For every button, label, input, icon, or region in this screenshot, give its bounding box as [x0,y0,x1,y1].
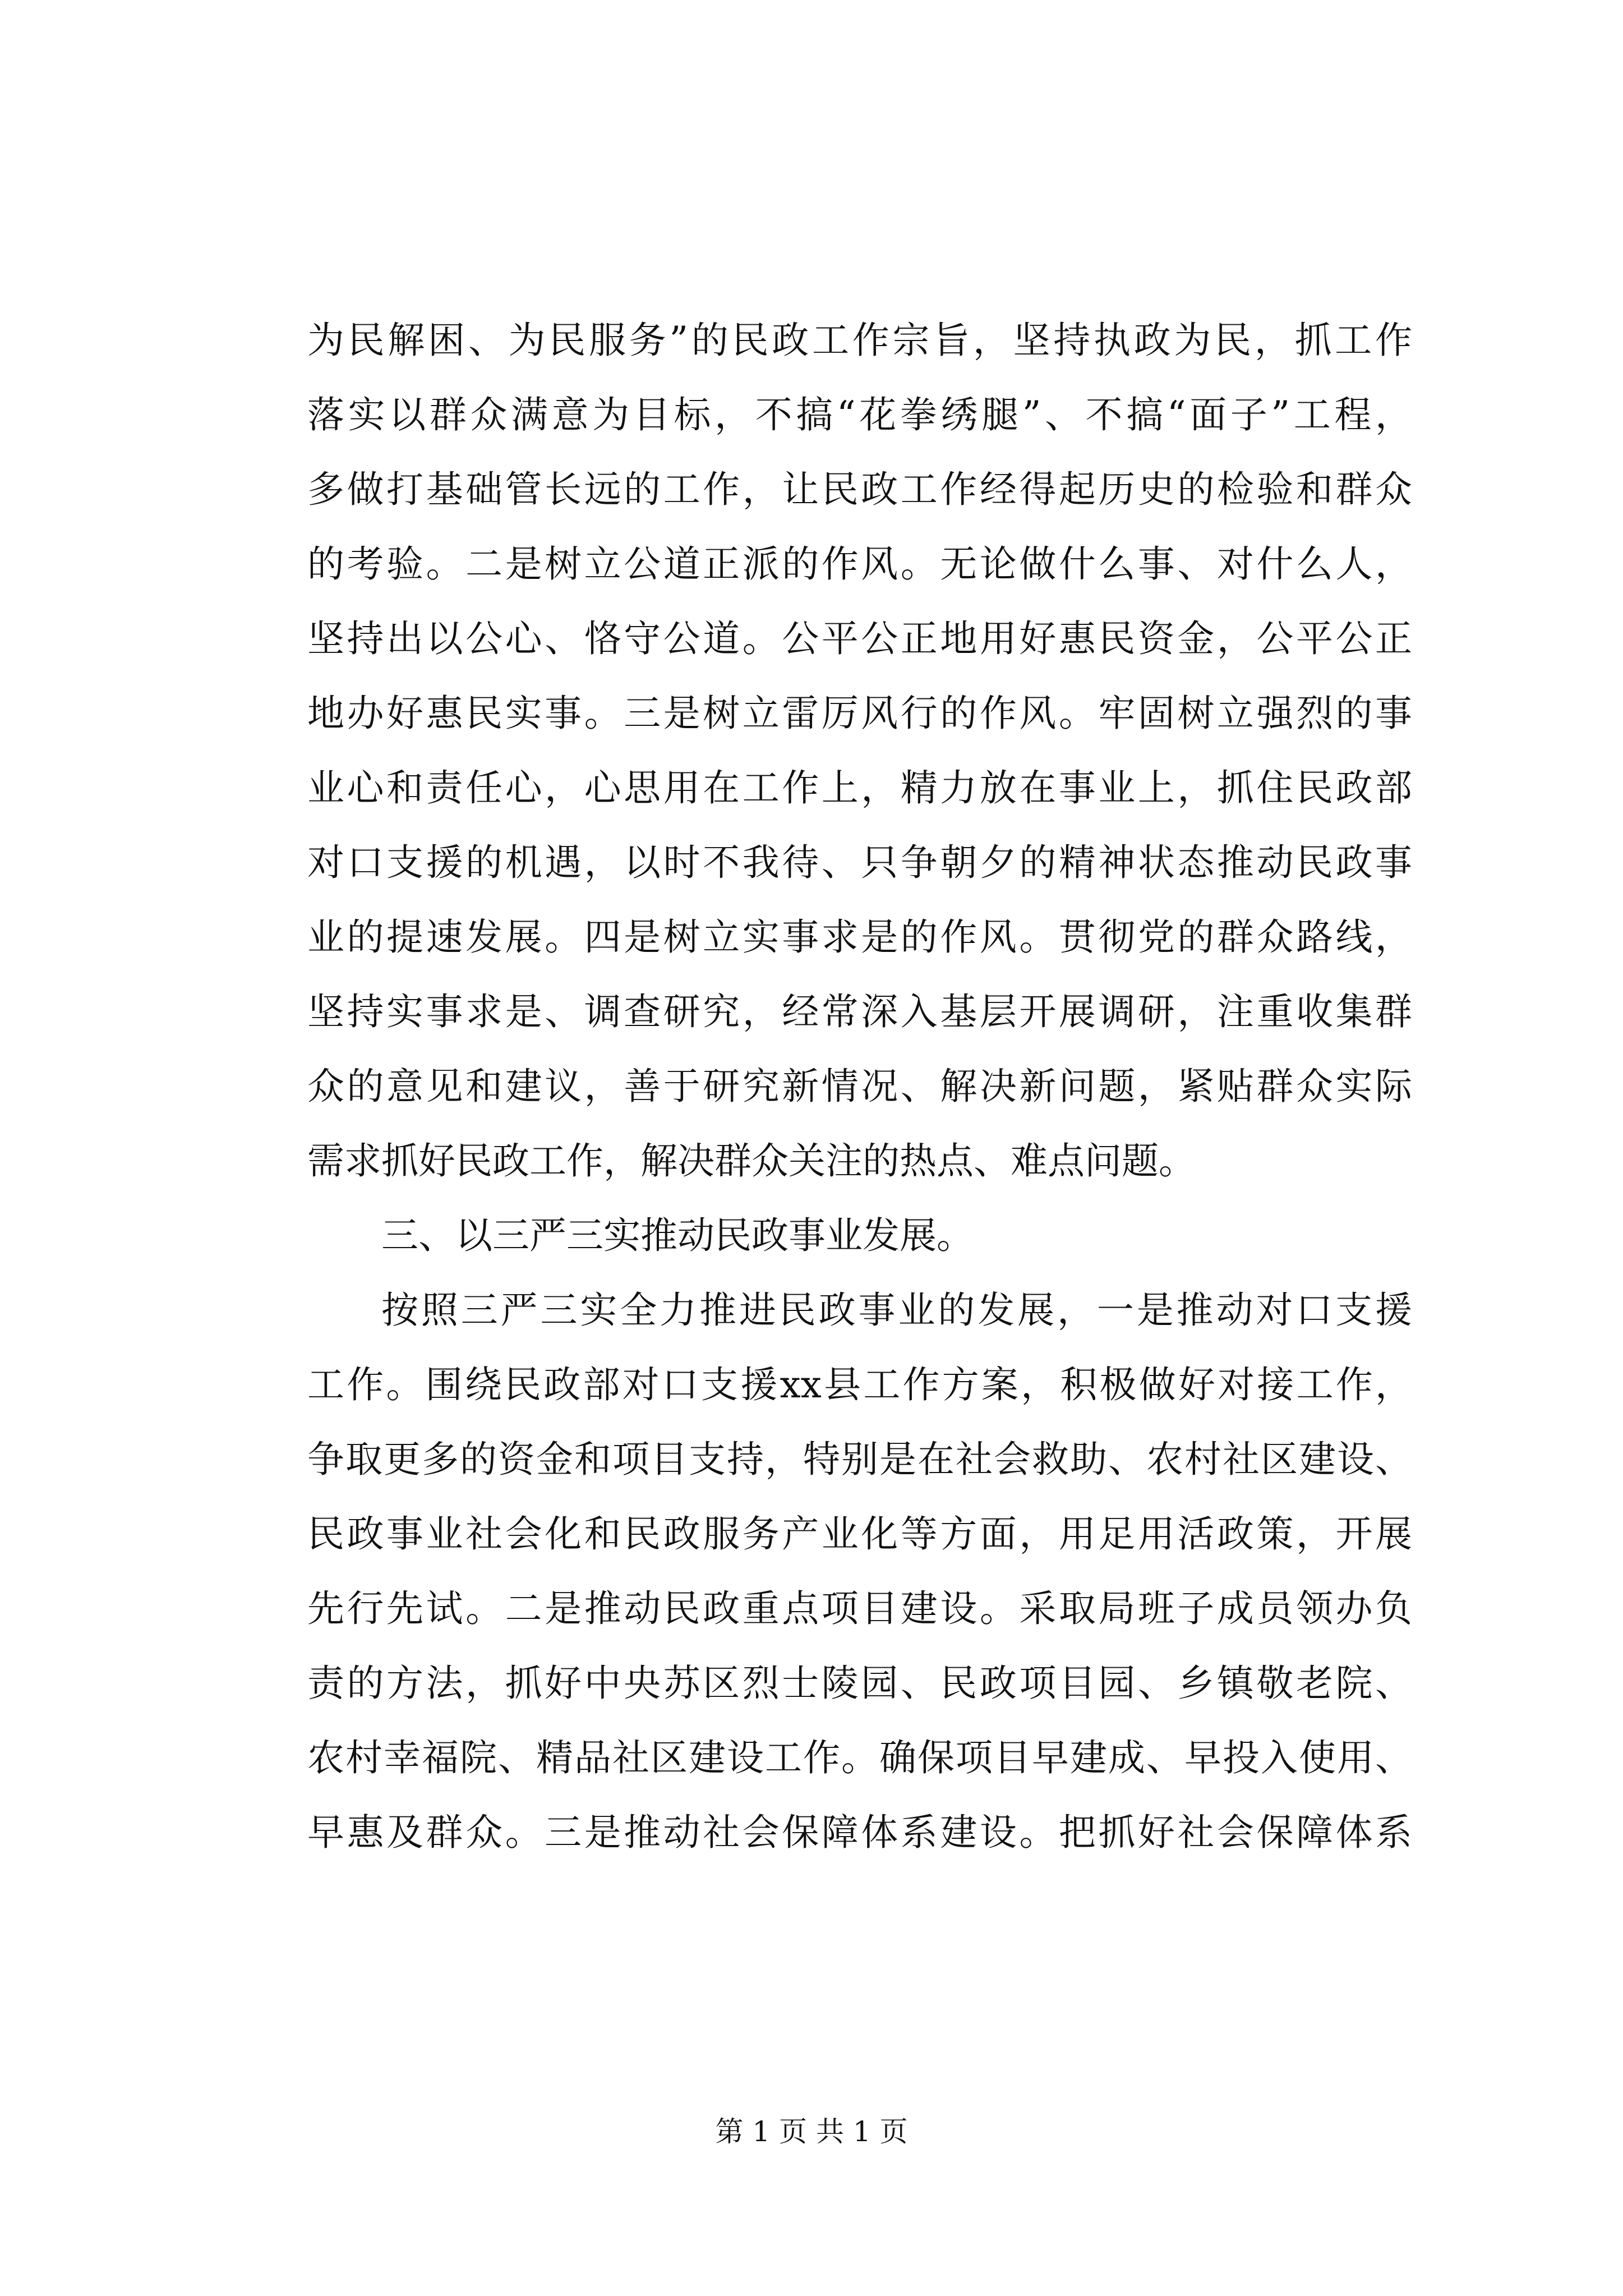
text-line: 早惠及群众。三是推动社会保障体系建设。把抓好社会保障体系 [307,1811,1412,1854]
text-line: 先行先试。二是推动民政重点项目建设。采取局班子成员领办负 [307,1587,1412,1630]
text-line: 众的意见和建议，善于研究新情况、解决新问题，紧贴群众实际 [307,1065,1412,1108]
text-line: 地办好惠民实事。三是树立雷厉风行的作风。牢固树立强烈的事 [307,692,1412,735]
text-line: 业心和责任心，心思用在工作上，精力放在事业上，抓住民政部 [307,766,1412,809]
text-line: 多做打基础管长远的工作，让民政工作经得起历史的检验和群众 [307,468,1412,511]
text-line: 争取更多的资金和项目支持，特别是在社会救助、农村社区建设、 [307,1438,1412,1481]
text-line: 责的方法，抓好中央苏区烈士陵园、民政项目园、乡镇敬老院、 [307,1662,1412,1705]
text-line: 坚持出以公心、恪守公道。公平公正地用好惠民资金，公平公正 [307,617,1412,660]
text-line: 落实以群众满意为目标，不搞“花拳绣腿”、不搞“面子”工程， [307,393,1412,436]
text-line: 需求抓好民政工作，解决群众关注的热点、难点问题。 [307,1139,1196,1182]
text-line: 业的提速发展。四是树立实事求是的作风。贯彻党的群众路线， [307,915,1412,959]
text-line: 对口支援的机遇，以时不我待、只争朝夕的精神状态推动民政事 [307,841,1412,884]
section-heading: 三、以三严三实推动民政事业发展。 [381,1214,974,1257]
text-line: 民政事业社会化和民政服务产业化等方面，用足用活政策，开展 [307,1512,1412,1556]
text-line: 为民解困、为民服务”的民政工作宗旨，坚持执政为民，抓工作 [307,319,1412,362]
text-line: 按照三严三实全力推进民政事业的发展，一是推动对口支援 [381,1289,1412,1332]
body-text [307,303,1412,1870]
text-line: 农村幸福院、精品社区建设工作。确保项目早建成、早投入使用、 [307,1736,1412,1779]
page-footer: 第 1 页 共 1 页 [715,2115,908,2148]
text-line: 的考验。二是树立公道正派的作风。无论做什么事、对什么人， [307,542,1412,586]
text-line: 工作。围绕民政部对口支援xx县工作方案，积极做好对接工作， [307,1363,1412,1406]
text-line: 坚持实事求是、调查研究，经常深入基层开展调研，注重收集群 [307,990,1412,1033]
